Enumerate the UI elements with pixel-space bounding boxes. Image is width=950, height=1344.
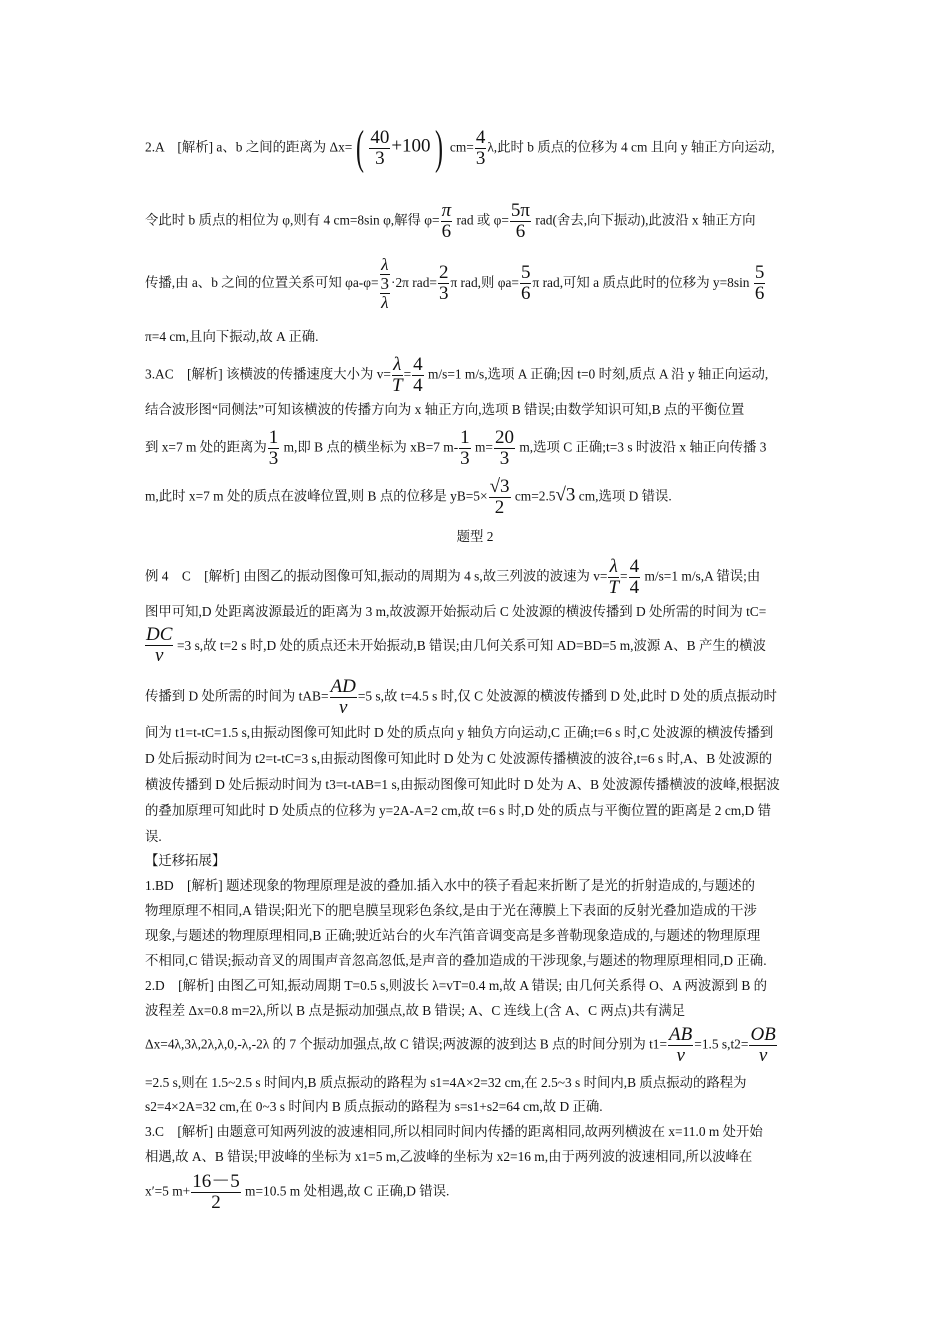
fraction: $\frac{4}{4}$	[413, 354, 423, 396]
fraction: $\frac{5}{6}$	[754, 262, 765, 305]
e2-line-3: Δx=4λ,3λ,2λ,λ,0,-λ,-2λ 的 7 个振动加强点,故 C 错误;两波源的波到达 B 点的时间分别为 t1= $\frac{AB}{v}$ =1.5 s,t2= $\frac{OB}{v}$	[145, 1024, 776, 1066]
fraction: $\frac{5\pi}{6}$	[510, 200, 531, 242]
e2-line-1: 2.D [解析] 由图乙可知,振动周期 T=0.5 s,则波长 λ=vT=0.4 m,故 A 错误; 由几何关系得 O、A 两波源到 B 的	[145, 978, 768, 993]
q3-line-1: 3.AC [解析] 该横波的传播速度大小为 v= $\frac{\lambda}{T}$ = $\frac{4}{4}$ m/s=1 m/s,选项 A 正确;因 t=0 时刻,质点 A 沿 y 轴正向运动,	[145, 354, 769, 396]
q3-line-4: m,此时 x=7 m 处的质点在波峰位置,则 B 点的位移是 yB=5× $\frac{√3}{2}$ cm=2.5√3 cm,选项 D 错误.	[145, 476, 672, 518]
q2-line-2: 令此时 b 质点的相位为 φ,则有 4 cm=8sin φ,解得 φ= $\frac{\pi}{6}$ rad 或 φ= $\frac{5\pi}{6}$ rad(舍去,向下振动),此波沿 x 轴正方向	[145, 200, 756, 242]
square-root: √3	[555, 484, 576, 506]
ex4-line-2: 图甲可知,D 处距离波源最近的距离为 3 m,故波源开始振动后 C 处波源的横波传播到 D 处所需的时间为 tC=	[145, 604, 767, 619]
fraction: $\frac{5}{6}$	[520, 262, 531, 305]
fraction: $\frac{2}{3}$	[438, 262, 449, 305]
e3-line-3: x′=5 m+ $\frac{16-5}{2}$ m=10.5 m 处相遇,故 C 正确,D 错误.	[145, 1171, 450, 1213]
ex4-line-9: 误.	[145, 829, 162, 844]
fraction: $\frac{1}{3}$	[268, 427, 279, 469]
e2-line-4: =2.5 s,则在 1.5~2.5 s 时间内,B 质点振动的路程为 s1=4A×2=32 cm,在 2.5~3 s 时间内,B 质点振动的路程为	[145, 1075, 747, 1090]
fraction: $\frac{OB}{v}$	[750, 1024, 776, 1066]
fraction: $\frac{AD}{v}$	[330, 676, 356, 718]
ex4-line-3: =3 s,故 t=2 s 时,D 处的质点还未开始振动,B 错误;由几何关系可知 AD=BD=5 m,波源 A、B 产生的横波	[177, 638, 766, 653]
q2-line-4: π=4 cm,且向下振动,故 A 正确.	[145, 329, 319, 344]
q2-line-3: 传播,由 a、b 之间的位置关系可知 φa-φ= λ 3 λ ·2π rad= $\frac{2}{3}$ π rad,则 φa= $\frac{5}{6}$ π rad,可知 a 质点此时的位移为 y=8sin $\frac{5}{6}$	[145, 255, 765, 312]
fraction: $\frac{\pi}{6}$	[441, 200, 452, 242]
e1-line-2: 物理原理不相同,A 错误;阳光下的肥皂膜呈现彩色条纹,是由于光在薄膜上下表面的反射光叠加造成的干涉	[145, 903, 757, 918]
extension-title: 【迁移拓展】	[145, 853, 226, 868]
fraction: $\frac{4}{3}$	[475, 127, 486, 169]
e2-line-2: 波程差 Δx=0.8 m=2λ,所以 B 点是振动加强点,故 B 错误; A、C 连线上(含 A、C 两点)共有满足	[145, 1003, 686, 1018]
fraction: $\frac{1}{3}$	[460, 427, 470, 469]
ex4-line-1: 例 4 C [解析] 由图乙的振动图像可知,振动的周期为 4 s,故三列波的波速为 v= $\frac{\lambda}{T}$ = $\frac{4}{4}$ m/s=1 m/s,A 错误;由	[145, 556, 761, 598]
ex4-line-8: 的叠加原理可知此时 D 处质点的位移为 y=2A-A=2 cm,故 t=6 s 时,D 处的质点与平衡位置的距离是 2 cm,D 错	[145, 803, 771, 818]
ex4-line-6: D 处后振动时间为 t2=t-tC=3 s,由振动图像可知此时 D 处为 C 处波源传播横波的波谷,t=6 s 时,A、B 处波源的	[145, 751, 773, 766]
fraction: $\frac{\lambda}{T}$	[608, 556, 620, 598]
e1-line-1: 1.BD [解析] 题述现象的物理原理是波的叠加.插入水中的筷子看起来折断了是光的折射造成的,与题述的	[145, 878, 756, 893]
e1-line-3: 现象,与题述的物理原理相同,B 正确;驶近站台的火车汽笛音调变高是多普勒现象造成的,与题述的物理原理	[145, 928, 761, 943]
ex4-line-5: 间为 t1=t-tC=1.5 s,由振动图像可知此时 D 处的质点向 y 轴负方向运动,C 正确;t=6 s 时,C 处波源的横波传播到	[145, 725, 774, 740]
q3-line-2: 结合波形图“同侧法”可知该横波的传播方向为 x 轴正方向,选项 B 错误;由数学知识可知,B 点的平衡位置	[145, 402, 745, 417]
fraction: $\frac{\lambda}{T}$	[391, 354, 403, 396]
fraction: $\frac{√3}{2}$	[489, 476, 510, 518]
ex4-line-4: 传播到 D 处所需的时间为 tAB= $\frac{AD}{v}$ =5 s,故 t=4.5 s 时,仅 C 处波源的横波传播到 D 处,此时 D 处的质点振动时	[145, 676, 777, 718]
fraction: $\frac{16-5}{2}$	[192, 1171, 240, 1213]
q3-line-3: 到 x=7 m 处的距离为 $\frac{1}{3}$ m,即 B 点的横坐标为 xB=7 m- $\frac{1}{3}$ m= $\frac{20}{3}$ m,选项 C 正确;t=3 s 时波沿 x 轴正向传播 3	[145, 427, 767, 469]
fraction: $\frac{4}{4}$	[629, 556, 640, 598]
ex4-line-7: 横波传播到 D 处后振动时间为 t3=t-tAB=1 s,由振动图像可知此时 D 处为 A、B 处波源传播横波的波峰,根据波	[145, 777, 780, 792]
section-heading: 题型 2	[456, 529, 494, 544]
q2-line-1: 2.A [解析] a、b 之间的距离为 Δx=( $\frac{40}{3}$ +100) cm= $\frac{4}{3}$ λ,此时 b 质点的位移为 4 cm 且向 y 轴正方向运动,	[145, 121, 775, 175]
e3-line-1: 3.C [解析] 由题意可知两列波的波速相同,所以相同时间内传播的距离相同,故两列横波在 x=11.0 m 处开始	[145, 1124, 763, 1139]
fraction: $\frac{DC}{v}$	[146, 624, 173, 666]
fraction: $\frac{40}{3}$	[370, 127, 390, 169]
fraction: $\frac{AB}{v}$	[669, 1024, 693, 1066]
compound-fraction: λ 3 λ	[380, 255, 390, 312]
e1-line-4: 不相同,C 错误;振动音叉的周围声音忽高忽低,是声音的叠加造成的干涉现象,与题述的物理原理相同,D 正确.	[145, 953, 767, 968]
fraction: $\frac{20}{3}$	[495, 427, 514, 469]
e3-line-2: 相遇,故 A、B 错误;甲波峰的坐标为 x1=5 m,乙波峰的坐标为 x2=16 m,由于两列波的波速相同,所以波峰在	[145, 1149, 753, 1164]
e2-line-5: s2=4×2A=32 cm,在 0~3 s 时间内 B 质点振动的路程为 s=s1+s2=64 cm,故 D 正确.	[145, 1099, 603, 1114]
